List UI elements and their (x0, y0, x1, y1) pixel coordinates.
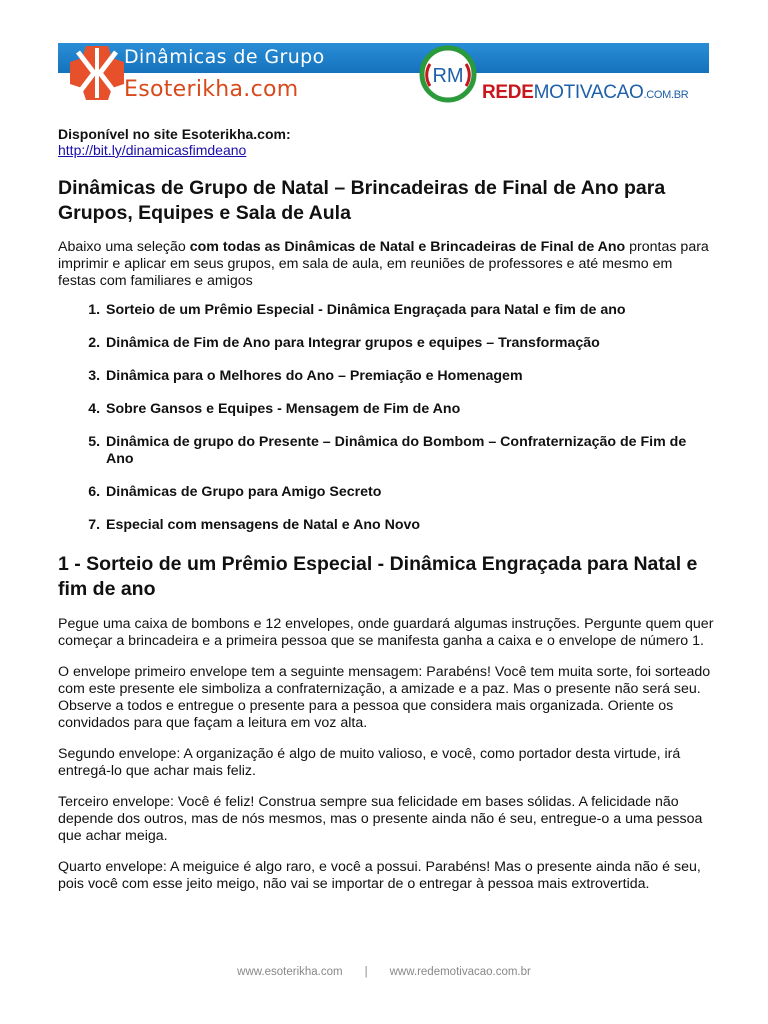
toc-item: 5. Dinâmica de grupo do Presente – Dinâmica do Bombom – Confraternização de Fim de Ano (104, 434, 714, 468)
intro-bold: com todas as Dinâmicas de Natal e Brincadeiras de Final de Ano (189, 239, 626, 255)
toc-item: 3. Dinâmica para o Melhores do Ano – Premiação e Homenagem (104, 368, 714, 385)
svg-text:RM: RM (432, 65, 464, 87)
page-footer (0, 966, 768, 978)
section-paragraph: Segundo envelope: A organização é algo de muito valioso, e você, como portador desta virtude, irá entregá-lo que achar mais feliz. (58, 746, 681, 779)
footer-link-redemotivacao[interactable]: www.redemotivacao.com.br (389, 966, 531, 978)
section-heading: 1 - Sorteio de um Prêmio Especial - Dinâmica Engraçada para Natal e fim de ano (58, 553, 698, 600)
esoterikha-logo-icon (68, 44, 126, 102)
table-of-contents (58, 302, 714, 534)
toc-item: 1. Sorteio de um Prêmio Especial - Dinâmica Engraçada para Natal e fim de ano (104, 302, 714, 319)
footer-link-esoterikha[interactable]: www.esoterikha.com (237, 966, 343, 978)
availability-label: Disponível no site Esoterikha.com: (58, 126, 291, 142)
toc-item: 7. Especial com mensagens de Natal e Ano Novo (104, 517, 714, 534)
section-paragraph: Quarto envelope: A meiguice é algo raro, e você a possui. Parabéns! Mas o presente ainda não é seu, pois você com esse jeito meigo, não vai se importar de o entregar à pessoa mais extrovertida. (58, 859, 701, 892)
redemotivacao-wordmark (482, 82, 688, 104)
brand-subtitle: Dinâmicas de Grupo (124, 46, 325, 68)
wordmark-rede: REDE (482, 82, 534, 103)
section-paragraph: O envelope primeiro envelope tem a seguinte mensagem: Parabéns! Você tem muita sorte, foi sorteado com este presente ele simboliza a confraternização, a amizade e a paz. Mas o presente não será seu. Observe a todos e entregue o presente para a pessoa que considera mais organizada. Oriente os convidados para que façam a leitura em voz alta. (58, 664, 711, 731)
toc-item: 6. Dinâmicas de Grupo para Amigo Secreto (104, 484, 714, 501)
toc-item: 4. Sobre Gansos e Equipes - Mensagem de Fim de Ano (104, 401, 714, 418)
source-link[interactable]: http://bit.ly/dinamicasfimdeano (58, 142, 247, 158)
page-title: Dinâmicas de Grupo de Natal – Brincadeiras de Final de Ano para Grupos, Equipes e Sala de Aula (58, 177, 666, 224)
footer-separator: | (364, 966, 368, 978)
brand-name: Esoterikha.com (124, 77, 299, 102)
wordmark-domain: .COM.BR (643, 89, 689, 101)
redemotivacao-logo-icon (418, 44, 478, 104)
wordmark-motivacao: MOTIVACAO (533, 82, 644, 103)
document-body (58, 126, 714, 893)
section-paragraph: Pegue uma caixa de bombons e 12 envelopes, onde guardará algumas instruções. Pergunte quem quer começar a brincadeira e a primeira pessoa que se manifesta ganha a caixa e o envelope de número 1. (58, 616, 714, 649)
section-paragraph: Terceiro envelope: Você é feliz! Construa sempre sua felicidade em bases sólidas. A felicidade não depende dos outros, mas de nós mesmos, mas o presente ainda não é seu, entregue-o a uma pessoa que achar meiga. (58, 794, 703, 844)
intro-paragraph: Abaixo uma seleção com todas as Dinâmicas de Natal e Brincadeiras de Final de Ano prontas para imprimir e aplicar em seus grupos, em sala de aula, em reuniões de professores e até mesmo em festas com familiares e amigos (58, 239, 709, 289)
toc-item: 2. Dinâmica de Fim de Ano para Integrar grupos e equipes – Transformação (104, 335, 714, 352)
